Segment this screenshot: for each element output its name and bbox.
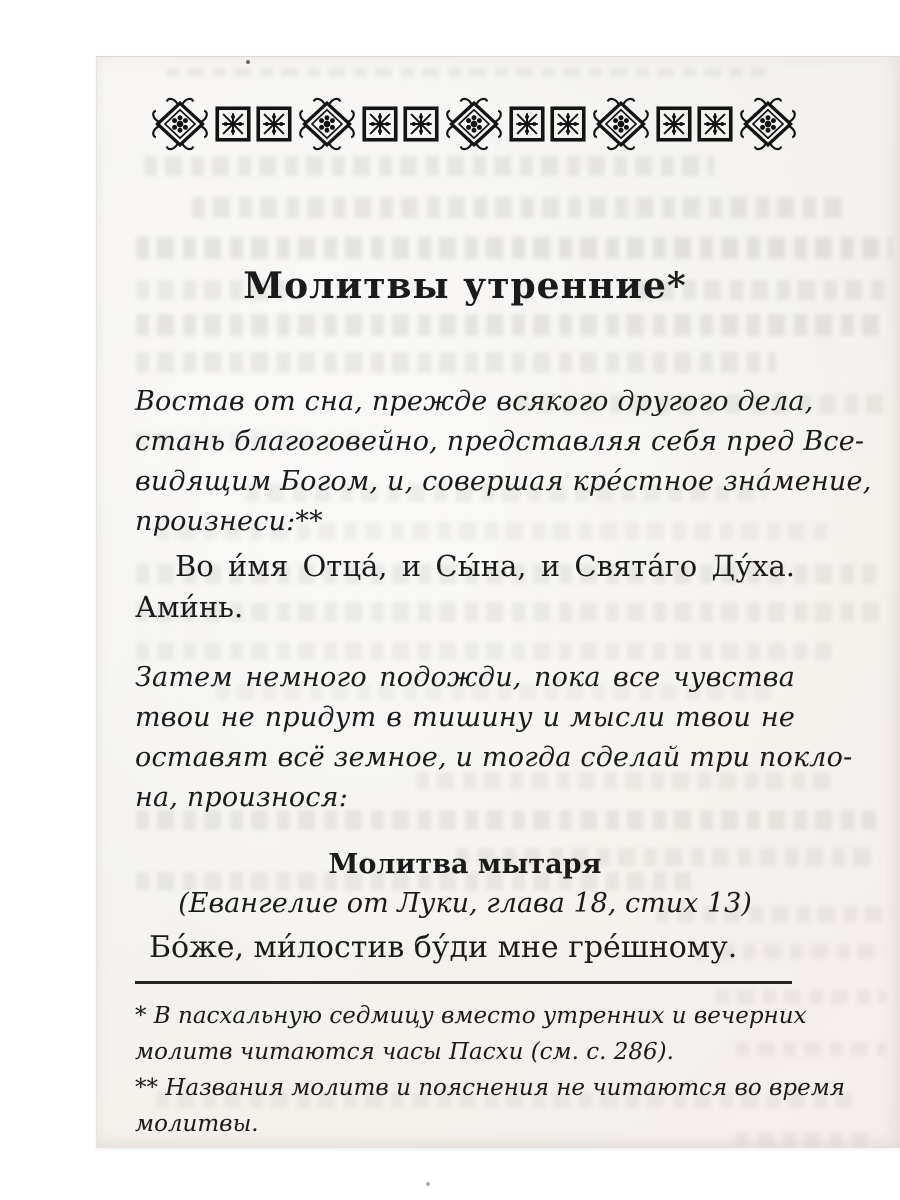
footnote-second	[135, 1070, 846, 1142]
publican-prayer-text: Бо́же, ми́лостив бу́ди мне гре́шному.	[149, 930, 738, 965]
diamond-ornament-icon	[444, 95, 504, 153]
page-title: Молитвы утренние*	[243, 265, 687, 307]
text-line: произнеси:**	[135, 506, 323, 537]
text-line: Затем немного подожди, пока все чувства	[135, 662, 795, 693]
diamond-ornament-icon	[150, 95, 210, 153]
text-line: ** Названия молитв и пояснения не читаются во время	[135, 1075, 846, 1101]
square-ornament-icon	[362, 106, 398, 142]
square-ornament-icon	[403, 106, 439, 142]
text-line: Во и́мя Отца́, и Сы́на, и Свята́го Ду́ха.	[175, 549, 795, 583]
text-line: видящим Богом, и, совершая кре́стное зна́мение,	[135, 466, 872, 497]
square-ornament-icon	[697, 106, 733, 142]
square-ornament-icon	[509, 106, 545, 142]
text-line: Ами́нь.	[135, 590, 244, 624]
square-ornament-icon	[256, 106, 292, 142]
publican-prayer-heading: Молитва мытаря	[328, 849, 602, 880]
publican-prayer-source: (Евангелие от Луки, глава 18, стих 13)	[178, 888, 752, 919]
text-line: на, произнося:	[135, 782, 349, 813]
diamond-ornament-icon	[738, 95, 798, 153]
diamond-ornament-icon	[297, 95, 357, 153]
header-ornament-band	[150, 93, 798, 155]
square-ornament-icon	[656, 106, 692, 142]
text-line: * В пасхальную седмицу вместо утренних и вечерних	[135, 1003, 807, 1029]
footnote-separator-rule	[135, 981, 792, 984]
text-line: молитв читаются часы Пасхи (см. с. 286).	[135, 1039, 674, 1065]
text-line: твои не придут в тишину и мысли твои не	[135, 702, 795, 733]
book-page	[96, 56, 900, 1148]
dust-speck	[426, 1182, 430, 1186]
text-line: оставят всё земное, и тогда сделай три покло-	[135, 742, 853, 773]
square-ornament-icon	[550, 106, 586, 142]
instruction-paragraph-1	[135, 382, 872, 542]
diamond-ornament-icon	[591, 95, 651, 153]
text-line: Востав от сна, прежде всякого другого дела,	[135, 386, 814, 417]
square-ornament-icon	[215, 106, 251, 142]
prayer-in-the-name	[135, 546, 795, 628]
footnote-first	[135, 998, 807, 1070]
page-content	[96, 56, 900, 1148]
text-line: молитвы.	[135, 1111, 259, 1137]
text-line: стань благоговейно, представляя себя пред Все-	[135, 426, 865, 457]
instruction-paragraph-2	[135, 658, 853, 818]
